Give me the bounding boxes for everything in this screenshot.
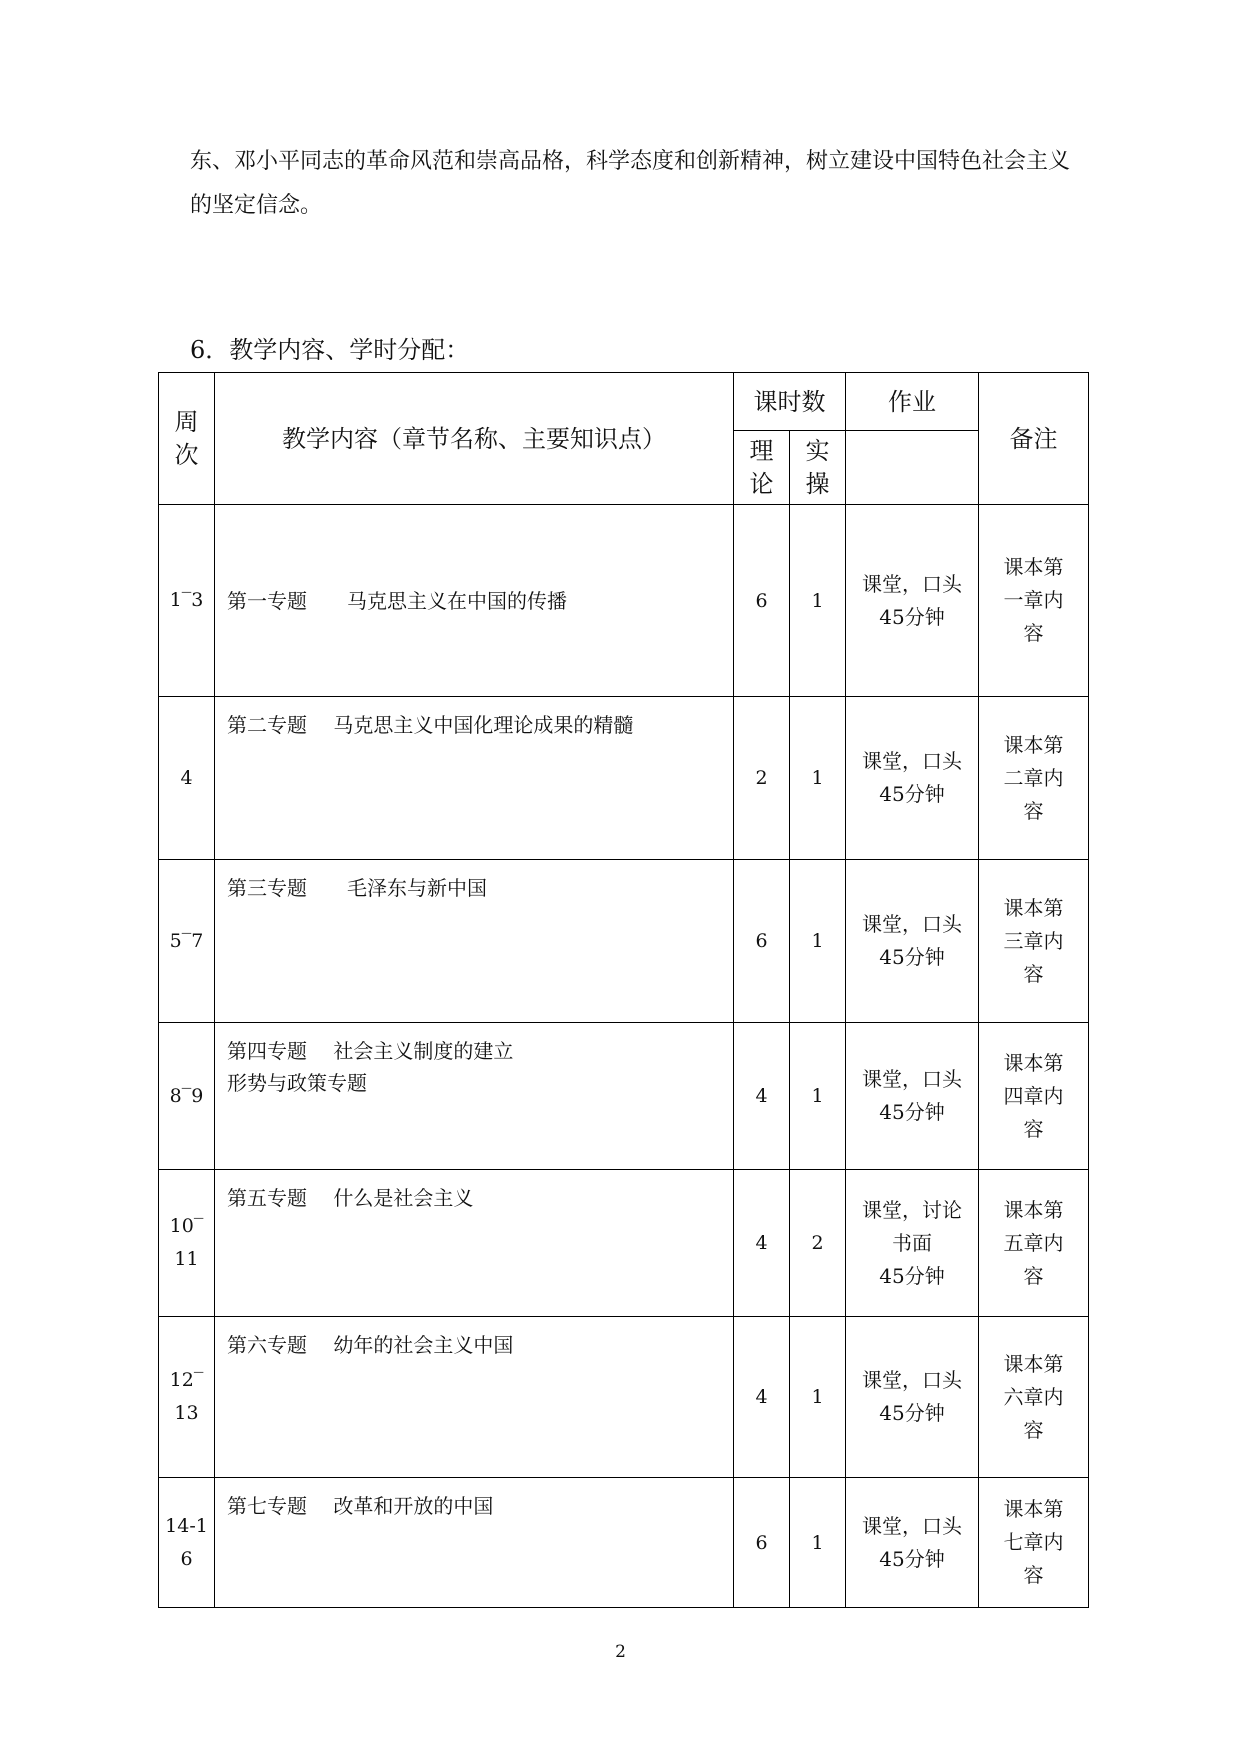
practice-hours: 1 [790,1478,846,1608]
homework-line: 课堂，口头 [862,1513,962,1538]
notes-line: 容 [1023,1563,1044,1587]
notes-line: 七章内 [1003,1530,1064,1554]
header-theory [734,431,790,505]
paragraph-line: 东、邓小平同志的革命风范和崇高品格，科学态度和创新精神，树立建设中国特色社会主义 [190,149,1071,174]
notes-line: 容 [1023,621,1044,645]
practice-hours: 1 [790,860,846,1023]
header-homework: 作业 [846,373,979,431]
homework-line: 45分钟 [879,604,945,629]
week-cell: 10‾11 [159,1170,215,1317]
section-title: 6．教学内容、学时分配： [190,336,470,364]
page-number: 2 [615,1642,626,1662]
table-row [159,505,1089,697]
notes-line: 课本第 [1003,1197,1064,1222]
homework-cell [846,1478,979,1608]
table-row [159,1023,1089,1170]
topic-title: 第五专题 什么是社会主义 [227,1186,474,1210]
topic-title: 第一专题 马克思主义在中国的传播 [227,588,567,613]
topic-title: 第六专题 幼年的社会主义中国 [227,1333,514,1357]
header-hours: 课时数 [734,373,846,431]
homework-line: 课堂，讨论 [862,1197,962,1222]
notes-line: 容 [1023,1263,1044,1288]
topic-subtitle: 形势与政策专题 [227,1071,367,1095]
table-row [159,1170,1089,1317]
homework-line: 课堂，口头 [862,1368,962,1392]
notes-line: 课本第 [1003,1497,1064,1521]
table-row [159,1478,1089,1608]
notes-line: 课本第 [1003,555,1064,579]
topic-title: 第三专题 毛泽东与新中国 [227,876,487,900]
homework-line: 45分钟 [879,945,945,969]
week-cell: 5‾7 [159,860,215,1023]
week-cell: 12‾13 [159,1317,215,1478]
week-cell: 4 [159,697,215,860]
content-cell [215,1478,734,1608]
homework-line: 45分钟 [879,1401,945,1425]
notes-cell [979,1478,1089,1608]
header-notes: 备注 [979,373,1089,505]
homework-line: 书面 [892,1230,932,1255]
homework-line: 45分钟 [879,1546,945,1571]
homework-cell [846,860,979,1023]
week-cell: 8‾9 [159,1023,215,1170]
notes-line: 容 [1023,1116,1044,1141]
practice-hours: 1 [790,697,846,860]
topic-title: 第二专题 马克思主义中国化理论成果的精髓 [227,713,634,737]
homework-line: 45分钟 [879,1263,945,1288]
content-cell [215,1170,734,1317]
content-cell [215,505,734,697]
theory-hours: 6 [734,860,790,1023]
practice-hours: 1 [790,505,846,697]
homework-line: 课堂，口头 [862,571,962,596]
notes-cell [979,505,1089,697]
notes-cell [979,860,1089,1023]
theory-hours: 6 [734,505,790,697]
notes-cell [979,1023,1089,1170]
week-cell: 14-16 [159,1478,215,1608]
homework-line: 课堂，口头 [862,912,962,936]
content-cell [215,1023,734,1170]
homework-cell [846,1317,979,1478]
theory-hours: 4 [734,1170,790,1317]
notes-line: 四章内 [1003,1083,1064,1108]
theory-hours: 6 [734,1478,790,1608]
schedule-table [158,372,1089,1608]
topic-title: 第七专题 改革和开放的中国 [227,1494,494,1518]
content-cell [215,1317,734,1478]
header-homework-blank [846,431,979,505]
topic-title: 第四专题 社会主义制度的建立 [227,1039,514,1063]
notes-line: 二章内 [1003,765,1064,790]
theory-hours: 4 [734,1317,790,1478]
table-row [159,1317,1089,1478]
header-content: 教学内容（章节名称、主要知识点） [215,373,734,505]
header-practice-label: 实操 [805,436,830,498]
practice-hours: 2 [790,1170,846,1317]
homework-cell [846,1170,979,1317]
notes-line: 课本第 [1003,1050,1064,1075]
notes-line: 容 [1023,798,1044,823]
homework-cell [846,505,979,697]
homework-line: 课堂，口头 [862,749,962,773]
notes-line: 五章内 [1003,1230,1064,1255]
homework-cell [846,1023,979,1170]
notes-line: 容 [1023,961,1044,986]
notes-line: 三章内 [1003,928,1064,953]
notes-cell [979,697,1089,860]
notes-line: 课本第 [1003,895,1064,920]
content-cell [215,860,734,1023]
notes-line: 容 [1023,1417,1044,1442]
header-week [159,373,215,505]
header-practice [790,431,846,505]
intro-paragraph [190,140,1090,228]
notes-line: 课本第 [1003,732,1064,757]
header-theory-label: 理论 [749,436,774,498]
practice-hours: 1 [790,1317,846,1478]
header-week-label: 周次 [174,407,199,469]
notes-line: 一章内 [1003,588,1064,612]
content-cell [215,697,734,860]
notes-cell [979,1317,1089,1478]
notes-line: 课本第 [1003,1351,1064,1376]
week-cell: 1‾3 [159,505,215,697]
homework-line: 课堂，口头 [862,1067,962,1091]
practice-hours: 1 [790,1023,846,1170]
homework-line: 45分钟 [879,1100,945,1124]
theory-hours: 2 [734,697,790,860]
table-row [159,697,1089,860]
table-row [159,860,1089,1023]
theory-hours: 4 [734,1023,790,1170]
homework-line: 45分钟 [879,782,945,806]
paragraph-line: 的坚定信念。 [190,193,323,218]
homework-cell [846,697,979,860]
notes-line: 六章内 [1003,1384,1064,1409]
notes-cell [979,1170,1089,1317]
